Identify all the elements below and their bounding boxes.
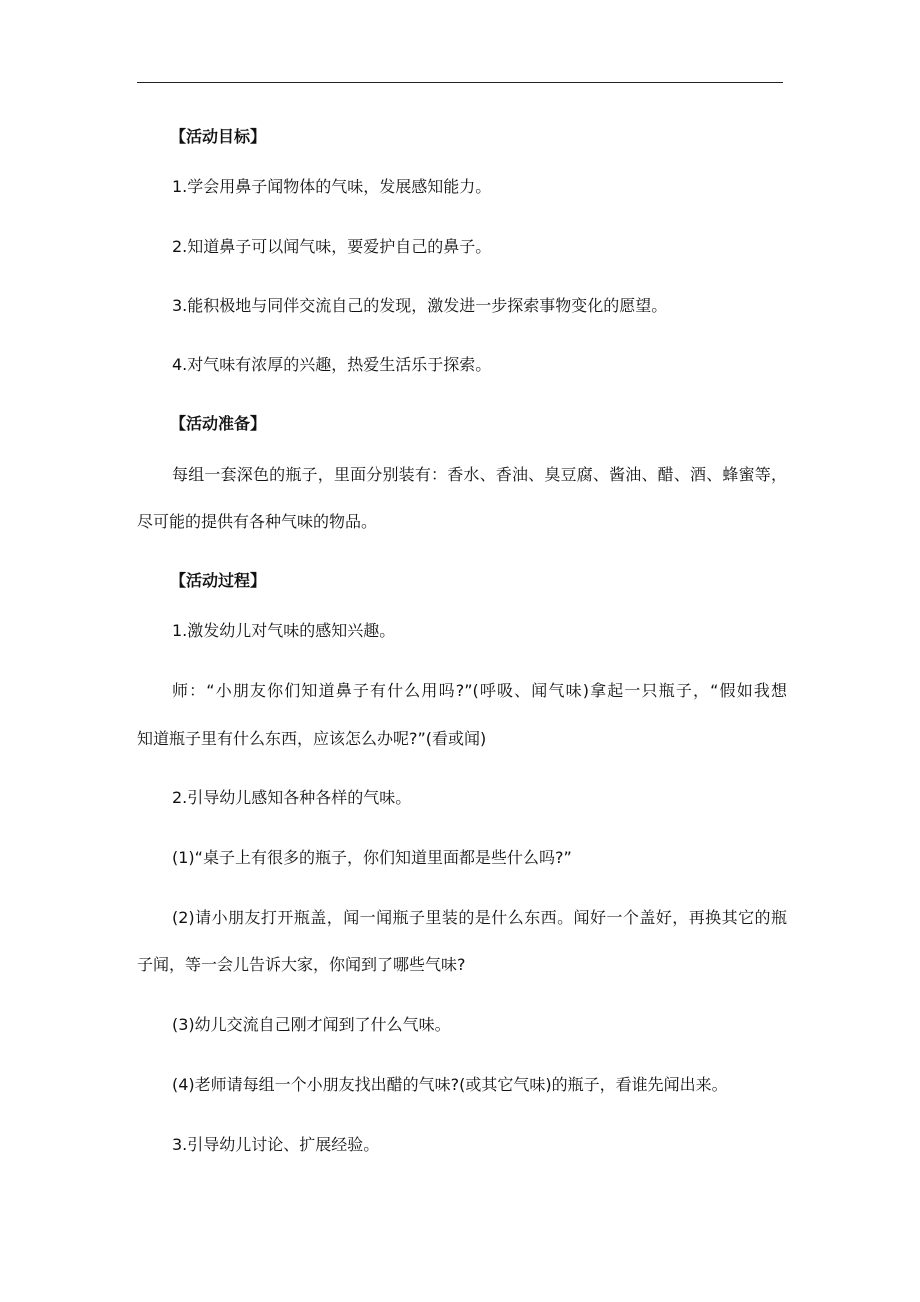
process-substep-2-line1: (2)请小朋友打开瓶盖，闻一闻瓶子里装的是什么东西。闻好一个盖好，再换其它的瓶 — [172, 908, 787, 927]
preparation-text-line2: 尽可能的提供有各种气味的物品。 — [137, 512, 378, 531]
header-rule — [137, 82, 783, 83]
goal-item-4: 4.对气味有浓厚的兴趣，热爱生活乐于探索。 — [172, 355, 492, 374]
process-step-1: 1.激发幼儿对气味的感知兴趣。 — [172, 621, 396, 640]
goal-item-3: 3.能积极地与同伴交流自己的发现，激发进一步探索事物变化的愿望。 — [172, 296, 668, 315]
goals-heading: 【活动目标】 — [170, 127, 267, 146]
process-substep-2-line2: 子闻，等一会儿告诉大家，你闻到了哪些气味? — [137, 955, 466, 974]
process-heading: 【活动过程】 — [170, 571, 267, 590]
goal-item-2: 2.知道鼻子可以闻气味，要爱护自己的鼻子。 — [172, 237, 492, 256]
teacher-dialogue-line2: 知道瓶子里有什么东西，应该怎么办呢?”(看或闻) — [137, 729, 487, 748]
goal-item-1: 1.学会用鼻子闻物体的气味，发展感知能力。 — [172, 177, 492, 196]
process-step-3: 3.引导幼儿讨论、扩展经验。 — [172, 1135, 380, 1154]
teacher-dialogue-line1: 师：“小朋友你们知道鼻子有什么用吗?”(呼吸、闻气味)拿起一只瓶子，“假如我想 — [172, 681, 787, 700]
preparation-heading: 【活动准备】 — [170, 414, 267, 433]
process-substep-3: (3)幼儿交流自己刚才闻到了什么气味。 — [172, 1015, 451, 1034]
preparation-text-line1: 每组一套深色的瓶子，里面分别装有：香水、香油、臭豆腐、酱油、醋、酒、蜂蜜等， — [172, 465, 787, 484]
process-substep-4: (4)老师请每组一个小朋友找出醋的气味?(或其它气味)的瓶子，看谁先闻出来。 — [172, 1075, 728, 1094]
process-substep-1: (1)“桌子上有很多的瓶子，你们知道里面都是些什么吗?” — [172, 848, 572, 867]
process-step-2: 2.引导幼儿感知各种各样的气味。 — [172, 788, 412, 807]
